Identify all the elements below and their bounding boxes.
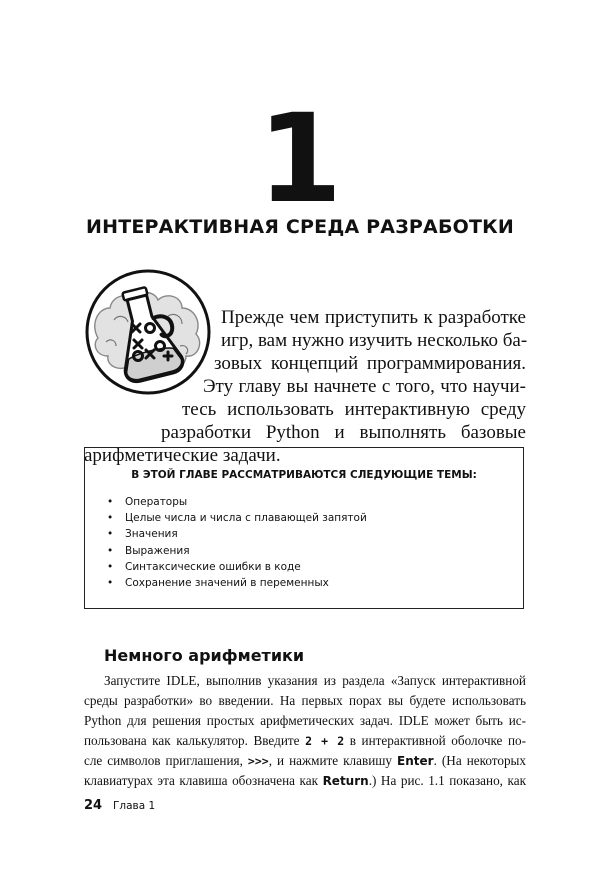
section-title: Немного арифметики bbox=[104, 646, 305, 665]
key-name: Return bbox=[322, 774, 369, 788]
key-name: Enter bbox=[397, 754, 434, 768]
body-text: клавиатурах эта клавиша обозначена как bbox=[84, 773, 318, 788]
topic-item bbox=[107, 559, 367, 575]
topic-item bbox=[107, 575, 367, 591]
bullet-icon: • bbox=[107, 496, 114, 508]
intro-line: арифметические задачи. bbox=[84, 445, 281, 466]
intro-line: тесь использовать интерактивную среду bbox=[182, 399, 526, 420]
bullet-icon: • bbox=[107, 544, 114, 557]
topics-box-title: В ЭТОЙ ГЛАВЕ РАССМАТРИВАЮТСЯ СЛЕДУЮЩИЕ ТЕМЫ: bbox=[131, 469, 477, 481]
flask-emblem-icon bbox=[84, 268, 212, 396]
body-text: Python для решения простых арифметических задач. IDLE может быть ис- bbox=[84, 713, 526, 728]
topic-item-label: Выражения bbox=[125, 544, 190, 557]
body-text: . (На некоторых bbox=[433, 753, 526, 768]
chapter-number: 1 bbox=[257, 88, 343, 230]
body-line bbox=[84, 771, 526, 792]
body-text: пользована как калькулятор. Введите bbox=[84, 733, 300, 748]
page-number: 24 bbox=[84, 798, 103, 813]
topic-item-label: Значения bbox=[125, 528, 178, 541]
body-text: сле символов приглашения, bbox=[84, 753, 243, 768]
body-text: , и нажмите клавишу bbox=[268, 753, 393, 768]
inline-code: 2 + 2 bbox=[305, 734, 345, 748]
body-text: Запустите IDLE, выполнив указания из раздела «Запуск интерактивной bbox=[104, 673, 526, 688]
chapter-label: Глава 1 bbox=[113, 800, 156, 812]
chapter-title: ИНТЕРАКТИВНАЯ СРЕДА РАЗРАБОТКИ bbox=[86, 216, 514, 238]
topic-item-label: Синтаксические ошибки в коде bbox=[125, 560, 301, 573]
bullet-icon: • bbox=[107, 512, 114, 525]
bullet-icon: • bbox=[107, 577, 114, 590]
topic-item bbox=[107, 510, 367, 526]
topic-item-label: Операторы bbox=[125, 496, 188, 508]
intro-line: Прежде чем приступить к разработке bbox=[221, 307, 526, 328]
intro-line: Эту главу вы начнете с того, что научи- bbox=[203, 376, 526, 397]
body-text: среды разработки» во введении. На первых порах вы будете использовать bbox=[84, 693, 526, 708]
topic-item bbox=[107, 543, 367, 559]
bullet-icon: • bbox=[107, 528, 114, 541]
topic-item-label: Целые числа и числа с плавающей запятой bbox=[125, 512, 367, 525]
intro-line: разработки Python и выполнять базовые bbox=[161, 422, 526, 443]
prompt-code: >>> bbox=[247, 754, 269, 768]
topic-item bbox=[107, 526, 367, 542]
topics-box bbox=[84, 447, 524, 609]
body-line bbox=[84, 731, 526, 752]
body-line bbox=[84, 751, 526, 772]
body-text: в интерактивной оболочке по- bbox=[349, 733, 526, 748]
body-line bbox=[84, 691, 526, 711]
topics-list bbox=[107, 494, 367, 591]
bullet-icon: • bbox=[107, 560, 114, 573]
body-line bbox=[104, 671, 526, 691]
body-line bbox=[84, 711, 526, 731]
topic-item-label: Сохранение значений в переменных bbox=[125, 577, 329, 590]
topic-item bbox=[107, 494, 367, 510]
intro-line: зовых концепций программирования. bbox=[214, 353, 526, 374]
body-text: .) На рис. 1.1 показано, как bbox=[368, 773, 526, 788]
intro-line: игр, вам нужно изучить несколько ба- bbox=[221, 330, 528, 351]
